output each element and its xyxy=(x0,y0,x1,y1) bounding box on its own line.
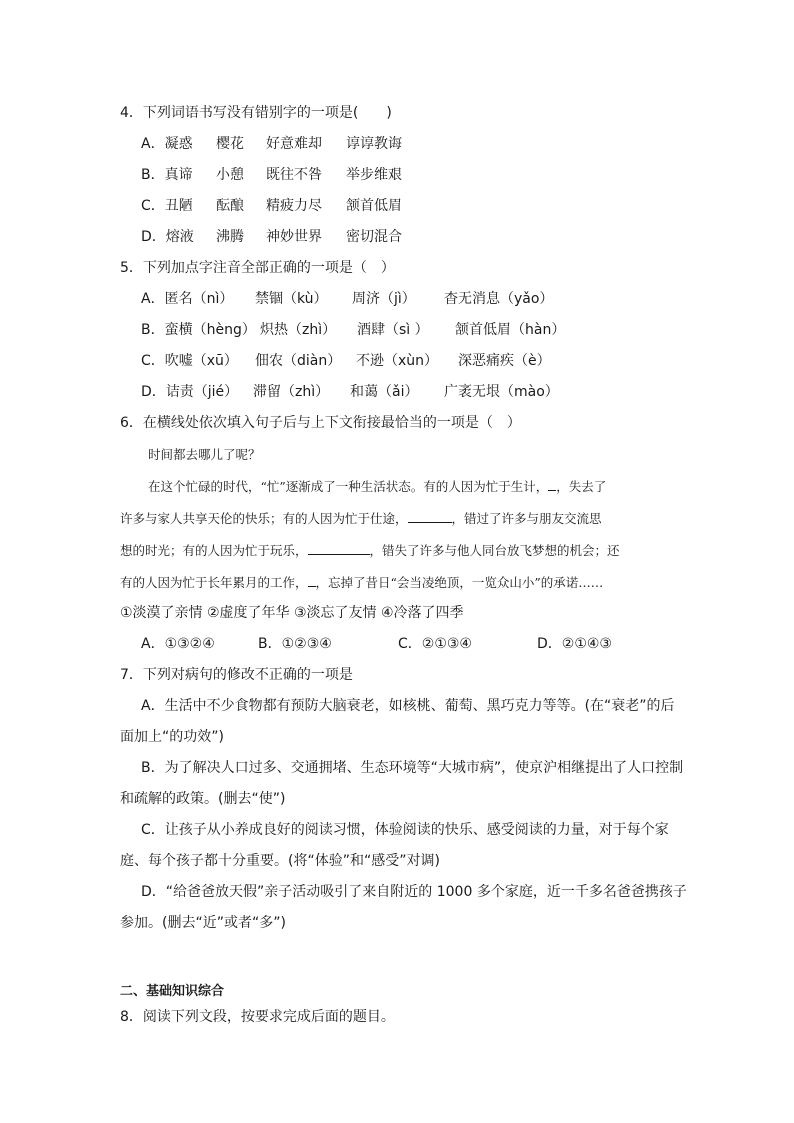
q6-blank-3 xyxy=(308,542,370,555)
q7-stem: 7．下列对病句的修改不正确的一项是 xyxy=(120,667,353,683)
q7-option-d: D．“给爸爸放天假”亲子活动吸引了来自附近的 1000 多个家庭，近一千多名爸爸携孩子 xyxy=(141,884,687,900)
q4-option-d-3: 神妙世界 xyxy=(266,229,322,245)
q4-option-d-2: 沸腾 xyxy=(216,229,244,245)
q6-passage-line-2 xyxy=(120,510,602,528)
q5-option-a-3: 周济（jì） xyxy=(352,291,416,307)
q6-choices: ①淡漠了亲情 ②虚度了年华 ③淡忘了友情 ④冷落了四季 xyxy=(120,605,464,621)
q5-option-d-2: 滞留（zhì） xyxy=(253,384,330,400)
q7-option-c: C．让孩子从小养成良好的阅读习惯，体验阅读的快乐、感受阅读的力量，对于每个家 xyxy=(141,822,669,838)
q6-passage-line-3 xyxy=(120,542,620,560)
q6-blank-4 xyxy=(308,574,316,587)
q4-option-b-3: 既往不咎 xyxy=(266,167,322,183)
q6-passage-text: 有的人因为忙于长年累月的工作， xyxy=(120,575,308,590)
q5-option-b-2: 炽热（zhì） xyxy=(260,322,337,338)
section-heading: 二、基础知识综合 xyxy=(120,984,225,999)
q6-passage-text: 许多与家人共享天伦的快乐；有的人因为忙于仕途， xyxy=(120,511,408,526)
q5-option-c-3: 不逊（xùn） xyxy=(356,353,439,369)
q6-passage-title: 时间都去哪儿了呢？ xyxy=(148,447,261,462)
q5-option-b-4: 颔首低眉（hàn） xyxy=(455,322,566,338)
q5-option-c-1: C．吹嘘（xū） xyxy=(141,353,238,369)
q4-option-c-1: C．丑陋 xyxy=(141,198,193,214)
q5-option-c-4: 深恶痛疾（è） xyxy=(458,353,551,369)
q6-passage-text: ，错过了许多与朋友交流思 xyxy=(451,511,602,526)
q4-option-c-4: 颔首低眉 xyxy=(346,198,402,214)
q6-blank-2 xyxy=(408,510,452,523)
q5-stem: 5．下列加点字注音全部正确的一项是（ ） xyxy=(120,260,395,276)
q4-stem: 4．下列词语书写没有错别字的一项是( ) xyxy=(120,105,392,121)
q4-option-c-2: 酝酿 xyxy=(216,198,244,214)
q4-option-b-1: B．真谛 xyxy=(141,167,193,183)
q6-stem: 6．在横线处依次填入句子后与上下文衔接最恰当的一项是（ ） xyxy=(120,415,521,431)
q7-option-a-cont: 面加上“的功效”) xyxy=(120,729,224,745)
q4-option-d-1: D．熔液 xyxy=(141,229,194,245)
q7-option-b-cont: 和疏解的政策。(删去“使”) xyxy=(120,791,286,807)
q5-option-d-3: 和蔼（ǎi） xyxy=(350,384,419,400)
q4-option-b-2: 小憩 xyxy=(216,167,244,183)
q6-option-b: B．①②③④ xyxy=(258,636,332,652)
q4-option-b-4: 举步维艰 xyxy=(346,167,402,183)
q6-option-a: A．①③②④ xyxy=(141,636,215,652)
q4-option-a-2: 樱花 xyxy=(216,136,244,152)
q5-option-a-1: A．匿名（nì） xyxy=(141,291,234,307)
q5-option-b-1: B．蛮横（hèng） xyxy=(141,322,256,338)
q5-option-d-1: D．诘责（jié） xyxy=(141,384,239,400)
q4-option-c-3: 精疲力尽 xyxy=(266,198,322,214)
q7-option-d-cont: 参加。(删去“近”或者“多”) xyxy=(120,915,286,931)
q7-option-b: B．为了解决人口过多、交通拥堵、生态环境等“大城市病”，使京沪相继提出了人口控制 xyxy=(141,760,684,776)
q4-option-a-4: 谆谆教诲 xyxy=(346,136,402,152)
q6-passage-text: ，失去了 xyxy=(556,479,607,494)
q5-option-d-4: 广袤无垠（mào） xyxy=(444,384,559,400)
q4-option-a-3: 好意难却 xyxy=(266,136,322,152)
q6-passage-text: 在这个忙碌的时代，“忙”逐渐成了一种生活状态。有的人因为忙于生计， xyxy=(148,479,549,494)
q6-passage-text: 想的时光；有的人因为忙于玩乐， xyxy=(120,543,308,558)
q4-option-d-4: 密切混合 xyxy=(346,229,402,245)
q6-option-d: D．②①④③ xyxy=(537,636,612,652)
q4-option-a-1: A．凝惑 xyxy=(141,136,193,152)
q5-option-b-3: 酒肆（sì ） xyxy=(357,322,429,338)
q8-stem: 8．阅读下列文段，按要求完成后面的题目。 xyxy=(120,1009,395,1025)
q6-option-c: C．②①③④ xyxy=(398,636,472,652)
q5-option-c-2: 佃农（diàn） xyxy=(255,353,342,369)
q6-passage-text: ，忘掉了昔日“会当凌绝顶，一览众山小”的承诺…… xyxy=(315,575,604,590)
q5-option-a-2: 禁锢（kù） xyxy=(255,291,328,307)
q6-passage-text: ，错失了许多与他人同台放飞梦想的机会；还 xyxy=(369,543,620,558)
q6-passage-line-1 xyxy=(148,478,606,496)
q5-option-a-4: 杳无消息（yǎo） xyxy=(444,291,554,307)
q6-passage-line-4 xyxy=(120,574,603,592)
q7-option-c-cont: 庭、每个孩子都十分重要。(将“体验”和“感受”对调) xyxy=(120,853,440,869)
q7-option-a: A．生活中不少食物都有预防大脑衰老，如核桃、葡萄、黑巧克力等等。(在“衰老”的后 xyxy=(141,698,675,714)
